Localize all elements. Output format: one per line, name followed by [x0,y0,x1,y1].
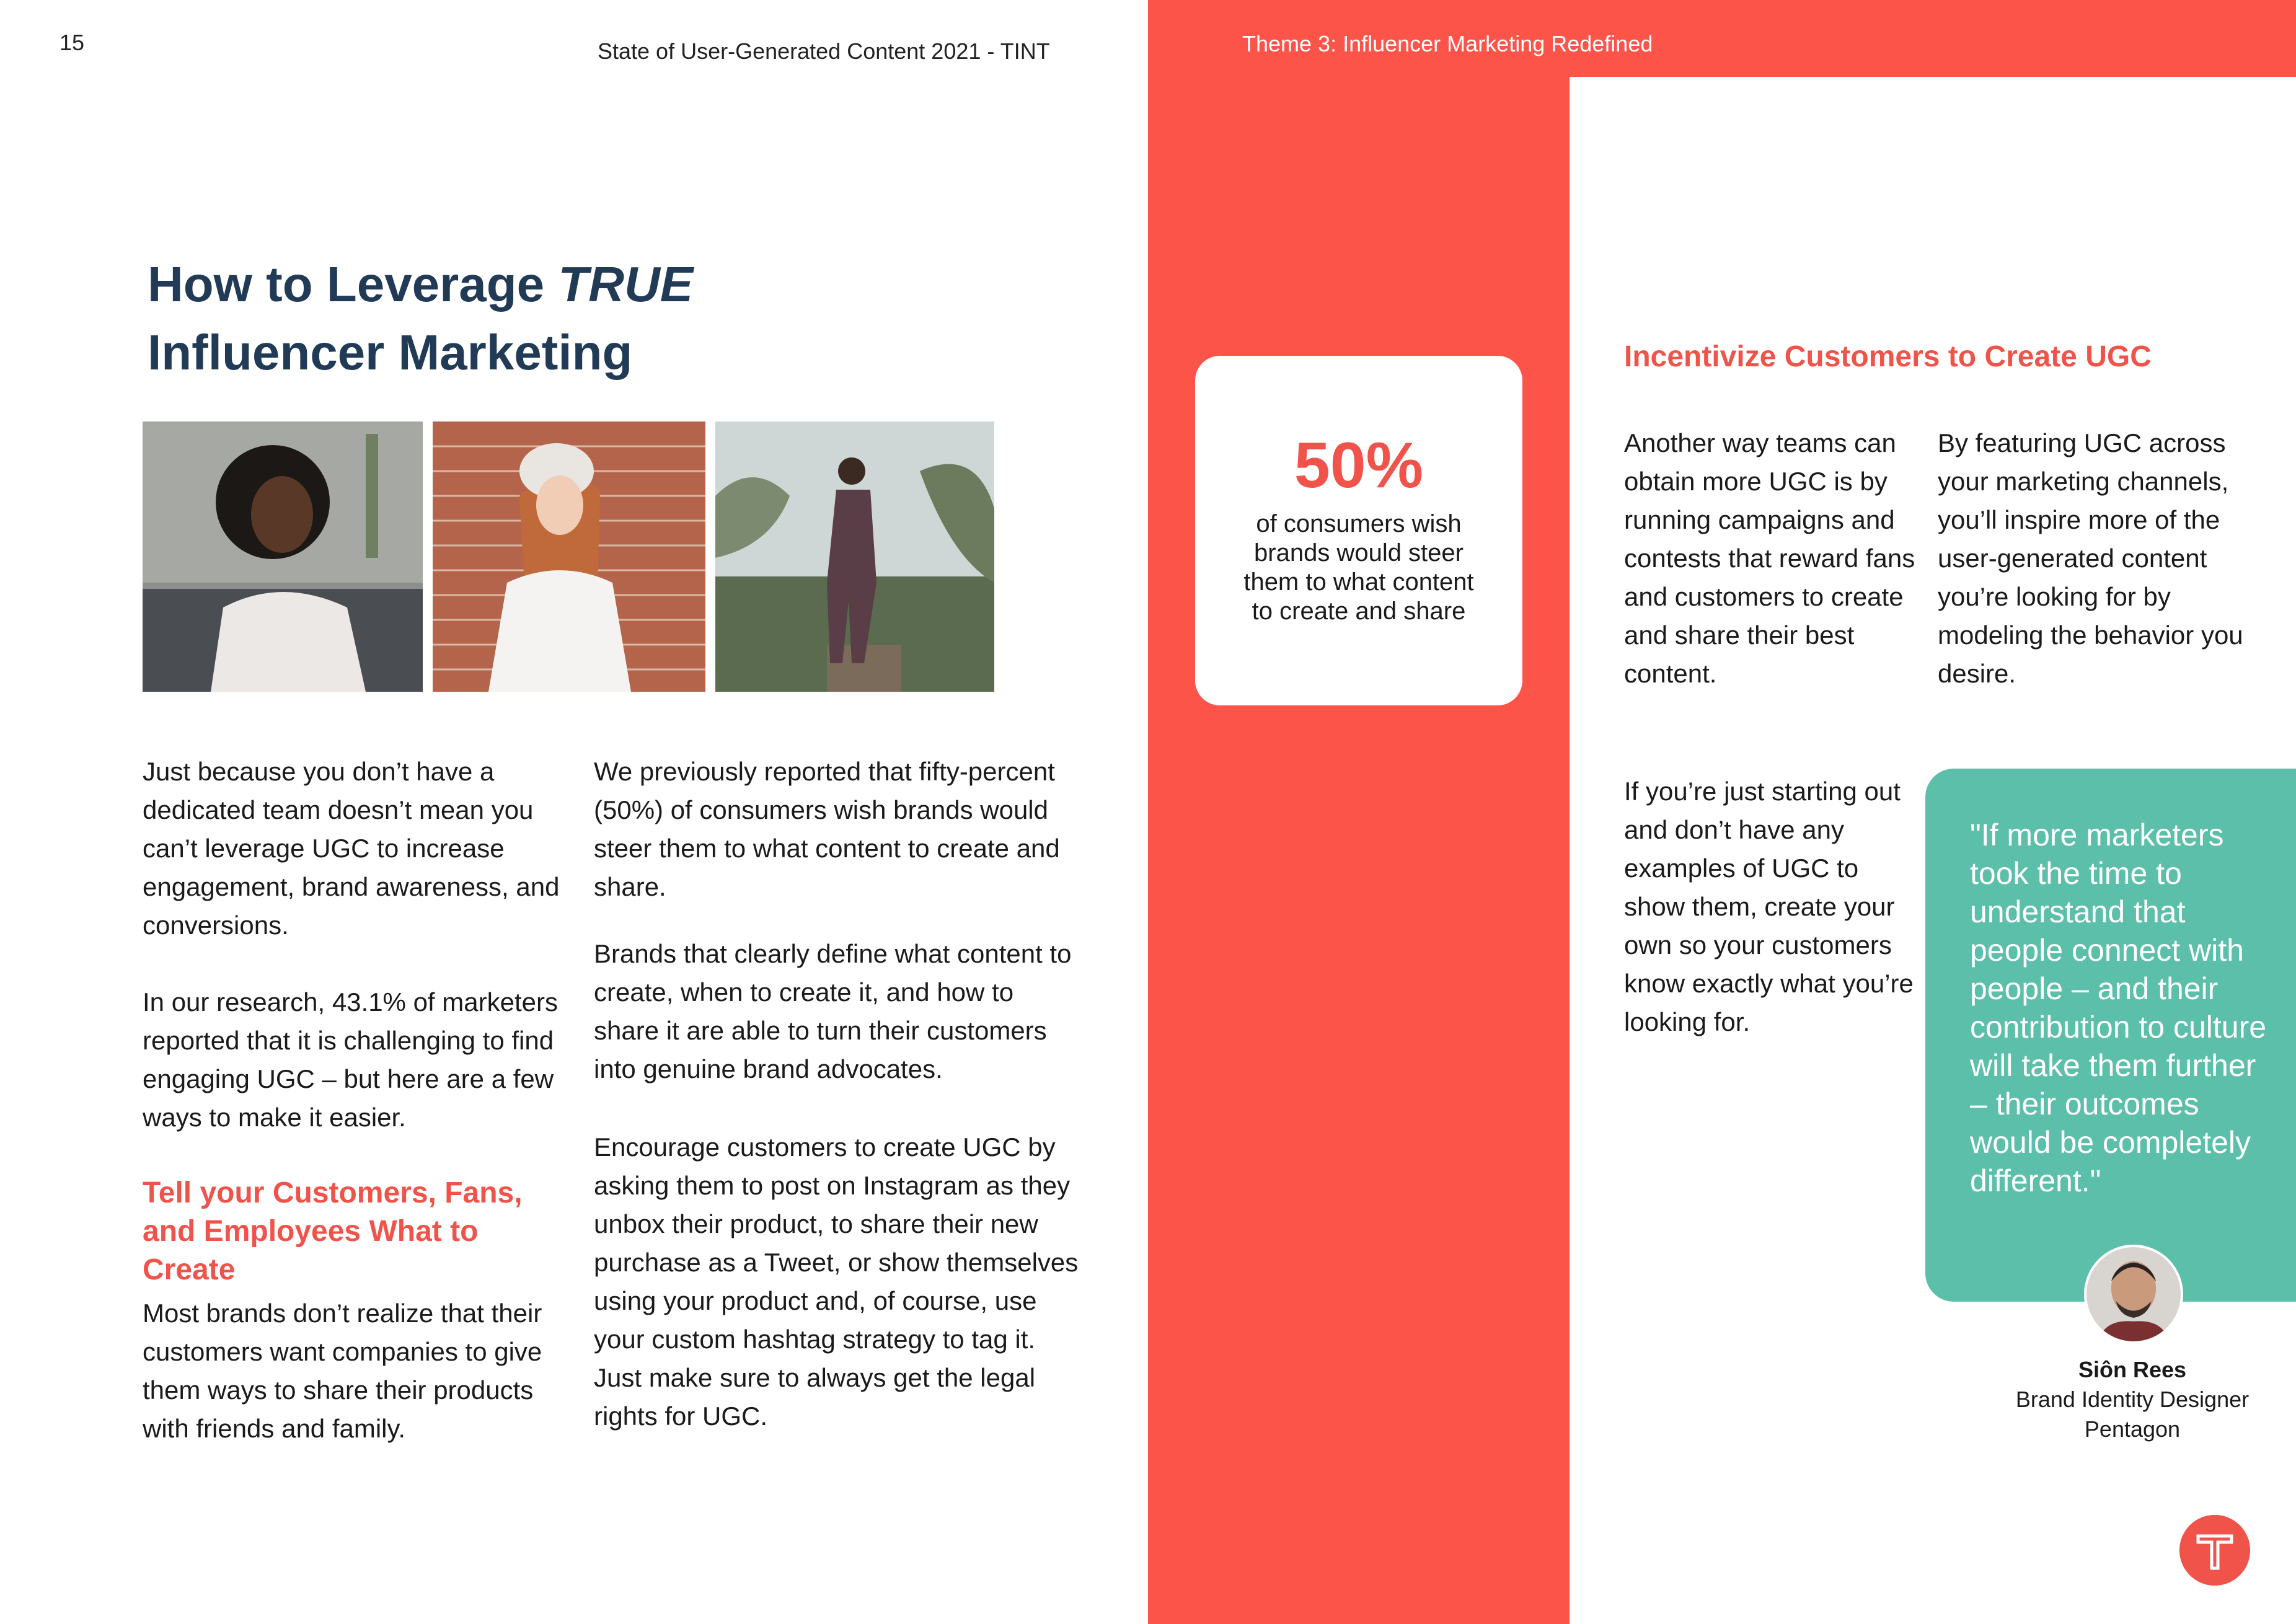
page-number: 15 [60,30,85,55]
quote-author-org: Pentagon [2084,1416,2181,1442]
photo-woman-smiling [143,421,423,692]
headline-prefix: How to Leverage [148,257,559,312]
photo-man-suit-outdoors [715,421,994,692]
paragraph-intro: Just because you don’t have a dedicated team doesn’t mean you can’t leverage UGC to increase engagement, brand awareness, and conversions. [143,757,560,940]
quote-author-name: Siôn Rees [2078,1357,2187,1382]
document-title: State of User-Generated Content 2021 - TINT [598,38,1050,64]
subheading-tell-customers: Tell your Customers, Fans, and Employees What to Create [143,1176,523,1286]
paragraph-share-products: Most brands don’t realize that their customers want companies to give them ways to share their products with friends and family. [143,1299,542,1443]
quote-text: "If more marketers took the time to understand that people connect with people – and their contribution to culture will take them further – their outcomes would be completely different." [1970,818,2267,1198]
paragraph-research: In our research, 43.1% of marketers reported that it is challenging to find engaging UGC – but here are a few ways to make it easier. [143,987,558,1132]
quote-author-role: Brand Identity Designer [2015,1387,2250,1412]
red-background-strip [1148,0,1570,1624]
stat-card [1195,356,1522,705]
paragraph-encourage-customers: Encourage customers to create UGC by asking them to post on Instagram as they unbox their product, to share their new purchase as a Tweet, or show themselves using your product and, of course, use your custom hashtag strategy to tag it. Just make sure to always get the legal rights for UGC. [594,1132,1079,1431]
paragraph-featuring-ugc: By featuring UGC across your marketing channels, you’ll inspire more of the user-generated content you’re looking for by modeling the behavior you desire. [1938,428,2243,688]
quote-box [1925,769,2296,1302]
headline-emphasis: TRUE [558,257,694,312]
photo-woman-brick-wall [433,421,705,692]
stat-description: of consumers wish brands would steer them to what content to create and share [1243,510,1474,625]
page-headline [148,250,693,387]
stat-value: 50% [1294,430,1424,501]
heading-incentivize: Incentivize Customers to Create UGC [1624,340,2152,373]
person-avatar [2084,1245,2183,1344]
tint-logo-icon [2179,1515,2250,1586]
headline-line2: Influencer Marketing [148,325,633,380]
paragraph-campaigns: Another way teams can obtain more UGC is by running campaigns and contests that reward fans and customers to create and share their best content. [1624,428,1915,688]
theme-label: Theme 3: Influencer Marketing Redefined [1242,31,1653,56]
paragraph-create-your-own: If you’re just starting out and don’t have any examples of UGC to show them, create your own so your customers know exactly what you’re looking for. [1624,777,1914,1036]
paragraph-fifty-percent: We previously reported that fifty-percent (50%) of consumers wish brands would steer them to what content to create and share. [594,757,1060,901]
paragraph-brand-advocates: Brands that clearly define what content to create, when to create it, and how to share it are able to turn their customers into genuine brand advocates. [594,939,1072,1083]
